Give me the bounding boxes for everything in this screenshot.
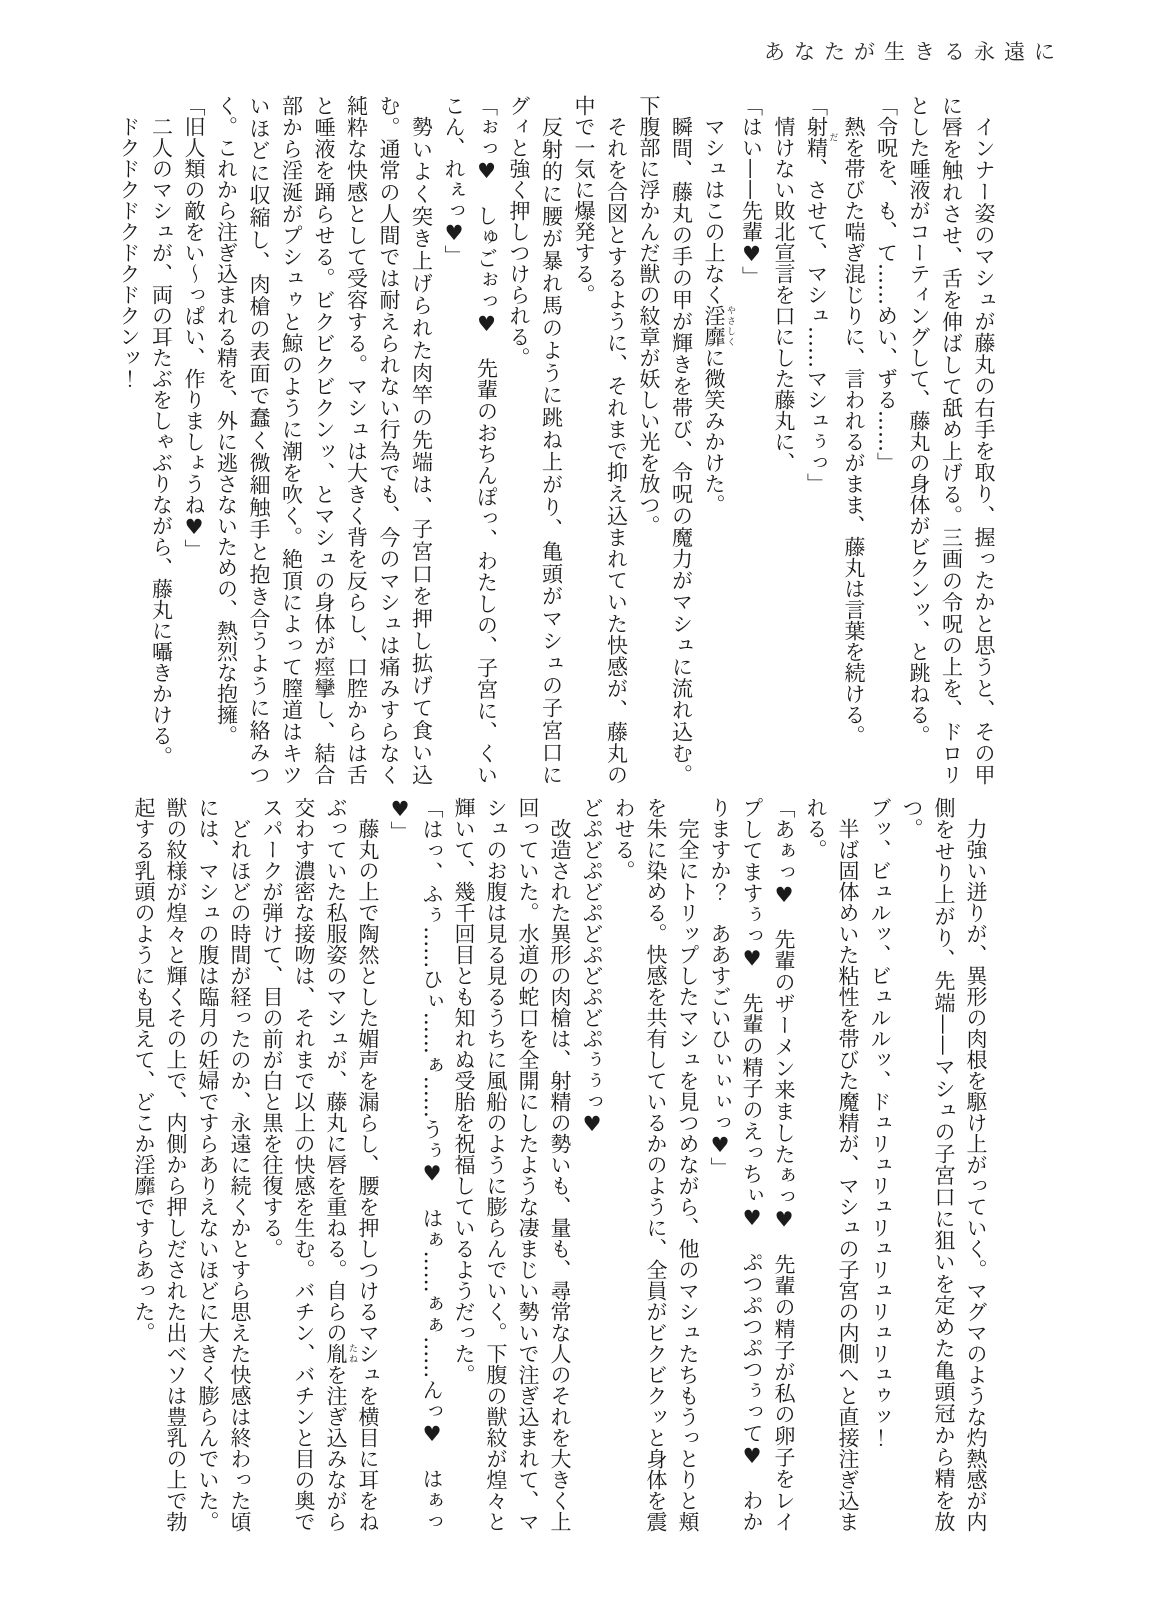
paragraph: 「はい——先輩♥」 [739, 95, 764, 287]
paragraph: 瞬間、藤丸の手の甲が輝きを帯び、令呪の魔力がマシュに流れ込む。下腹部に浮かんだ獣の紋章が妖しい光を放つ。 [637, 95, 694, 785]
paragraph: 「旧人類の敵をい～っぱい、作りましょうね♥」 [182, 95, 206, 560]
paragraph: マシュはこの上なく淫靡 やさしくに微笑みかけた。 [702, 116, 735, 515]
top-text-block [100, 95, 1000, 785]
paragraph: ドクドクドクドクドクンッ！ [117, 116, 141, 389]
paragraph: 藤丸の上で陶然とした媚声を漏らし、腰を押しつけるマシュを横目に耳をねぶっていた私服姿のマシュが、藤丸に唇を重ねる。自らの胤 たねを注ぎ込みながら交わす濃密な接吻は、それまで以上の快感を生む。バチン、バチンと目の奥でスパークが弾けて、目の前が白と黒を往復する。 [260, 797, 380, 1532]
paragraph: 半ば固体めいた粘性を帯びた魔精が、マシュの子宮の内側へと直接注ぎ込まれる。 [804, 797, 860, 1532]
ruby-annotated-word: 胤 たね [324, 1343, 357, 1364]
paragraph: 反射的に腰が暴れ馬のように跳ね上がり、亀頭がマシュの子宮口にグィと強く押しつけられる。 [507, 95, 564, 785]
paragraph: 「射精 だ、させて、マシュ……マシュぅっ」 [804, 95, 838, 494]
paragraph: 熱を帯びた喘ぎ混じりに、言われるがまま、藤丸は言葉を続ける。 [842, 116, 866, 746]
paragraph: それを合図とするように、それまで抑え込まれていた快感が、藤丸の中で一気に爆発する。 [572, 95, 629, 785]
paragraph: 二人のマシュが、両の耳たぶをしゃぶりながら、藤丸に囁きかける。 [149, 116, 174, 767]
paragraph: 「ぉっ♥ しゅごぉっ♥ 先輩のおちんぽっ、わたしの、子宮に、くいこん、れぇっ♥」 [442, 95, 499, 785]
paragraph: 「はっ、ふぅ……ひぃ……ぁ……うぅ♥ はぁ……ぁぁ……んっ♥ はぁっ♥」 [388, 797, 444, 1532]
page-header-title: あなたが生きる永遠に [764, 40, 1064, 64]
paragraph: 「令呪を、も、て……めい、ずる……」 [874, 95, 899, 473]
ruby-annotated-word: 淫靡 やさしく [702, 305, 735, 347]
paragraph: 力強い迸りが、異形の肉根を駆け上がっていく。マグマのような灼熱感が内側をせり上がり、先端——マシュの子宮口に狙いを定めた亀頭冠から精を放つ。 [900, 797, 988, 1532]
paragraph: ブッ、ビュルッ、ビュルルッ、ドュリュリュリュリュリュリュゥッ！ [868, 797, 892, 1448]
paragraph: 改造された異形の肉槍は、射精の勢いも、量も、尋常な人のそれを大きく上回っていた。水道の蛇口を全開にしたような凄まじい勢いで注ぎ込まれて、マシュのお腹は見る見るうちに風船のように膨らんでいく。下腹の獣紋が煌々と輝いて、幾千回目とも知れぬ受胎を祝福しているようだった。 [452, 797, 572, 1532]
paragraph: どぷどぷどぷどぷどぷどぷぅぅっ♥ [580, 797, 604, 1136]
paragraph: 勢いよく突き上げられた肉竿の先端は、子宮口を押し拡げて食い込む。通常の人間では耐えられない行為でも、今のマシュは痛みすらなく純粋な快感として受容する。マシュは大きく背を反らし、口腔からは舌と唾液を踊らせる。ビクビクビクンッ、とマシュの身体が痙攣し、結合部から淫涎がプシュゥと鯨のように潮を吹く。絶頂によって膣道はキツいほどに収縮し、肉槍の表面で蠢く微細触手と抱き合うように絡みつく。これから注ぎ込まれる精を、外に逃さないための、熱烈な抱擁。 [214, 95, 434, 785]
paragraph: インナー姿のマシュが藤丸の右手を取り、握ったかと思うと、その甲に唇を触れさせ、舌を伸ばして舐め上げる。三画の令呪の上を、ドロリとした唾液がコーティングして、藤丸の身体がビクンッ、と跳ねる。 [907, 95, 996, 785]
paragraph: どれほどの時間が経ったのか、永遠に続くかとすら思えた快感は終わった頃には、マシュの腹は臨月の妊婦ですらありえないほどに大きく膨らんでいた。獣の紋様が煌々と輝くその上で、内側から押しだされた出ベソは豊乳の上で勃起する乳頭のようにも見えて、どこか淫靡ですらあった。 [132, 797, 252, 1532]
ruby-annotated-word: 射精 だ [804, 116, 838, 158]
paragraph: 「あぁっ♥ 先輩のザーメン来ましたぁっ♥ 先輩の精子が私の卵子をレイプしてますぅっ♥ 先輩の精子のえっちぃ♥ ぷつぷつぷつぅって♥ わかりますか？ ああすごいひぃぃぃっ♥」 [708, 797, 796, 1532]
paragraph: 情けない敗北宣言を口にした藤丸に、 [772, 116, 796, 473]
paragraph: 完全にトリップしたマシュを見つめながら、他のマシュたちもうっとりと頬を朱に染める。快感を共有しているかのように、全員がビクビクッと身体を震わせる。 [612, 797, 700, 1532]
bottom-text-block [112, 797, 992, 1532]
